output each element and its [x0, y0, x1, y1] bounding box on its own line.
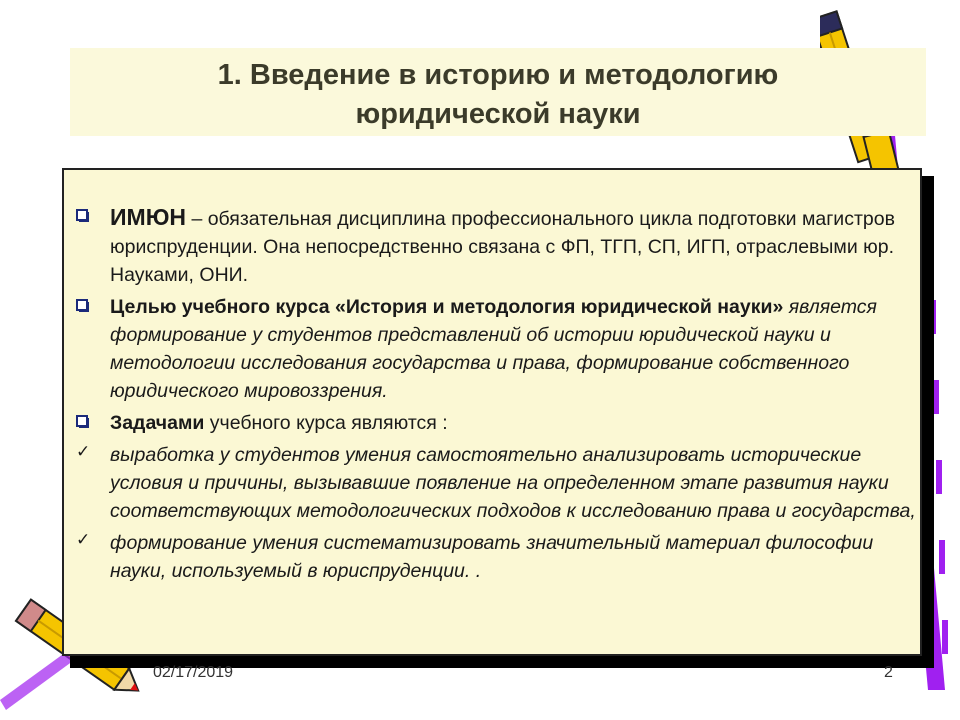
item-text: является формирование у студентов представлений об истории юридической науки и методологии исследования государства и права, формирование собственного юридического мировоззрения.: [110, 296, 877, 402]
hollow-square-bullet-icon: [76, 299, 89, 312]
item-lead: Задачами: [110, 412, 205, 434]
slide-title: [70, 56, 926, 134]
item-lead: Целью учебного курса «История и методология юридической науки»: [110, 296, 784, 318]
slide-date: 02/17/2019: [153, 664, 234, 681]
task-text: выработка у студентов умения самостоятельно анализировать исторические условия и причины, вызывавшие появление на определенном этапе развития науки соответствующих методологических подходов к исследованию права и государства,: [110, 444, 916, 522]
check-mark-icon: ✓: [76, 530, 91, 549]
hollow-square-bullet-icon: [76, 209, 89, 222]
item-text: – обязательная дисциплина профессионального цикла подготовки магистров юриспруденции. Она непосредственно связана с ФП, ТГП, СП, ИГП, отраслевыми юр. Науками, ОНИ.: [110, 208, 895, 286]
task-text: формирование умения систематизировать значительный материал философии науки, используемый в юриспруденции. .: [110, 532, 874, 582]
page-number: 2: [884, 664, 893, 681]
hollow-square-bullet-icon: [76, 415, 89, 428]
list-item: [76, 409, 921, 437]
content-list: [76, 203, 921, 589]
item-lead: ИМЮН: [110, 204, 187, 230]
task-item: [76, 529, 921, 585]
title-line-2: юридической науки: [355, 98, 641, 130]
title-line-1: 1. Введение в историю и методологию: [217, 59, 779, 91]
task-item: [76, 441, 921, 525]
item-text: учебного курса являются :: [204, 412, 448, 434]
list-item: [76, 293, 921, 405]
list-item: [76, 203, 921, 289]
check-mark-icon: ✓: [76, 442, 91, 461]
